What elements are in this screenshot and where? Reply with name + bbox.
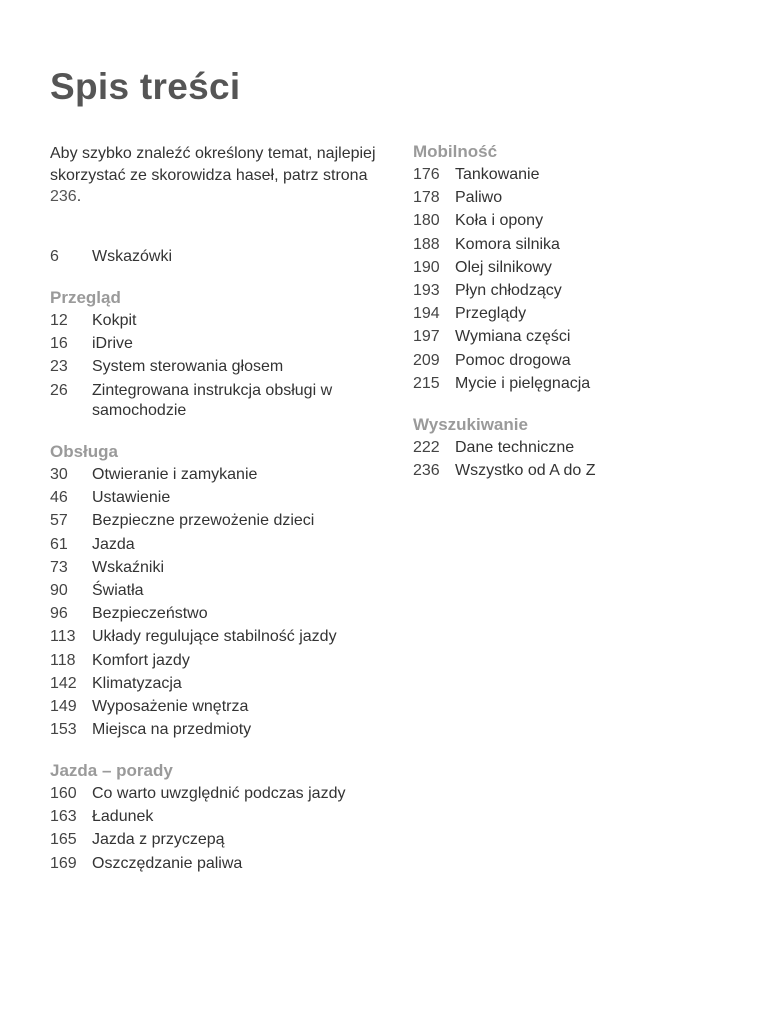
toc-entry[interactable]	[50, 533, 337, 556]
toc-entry-label: Co warto uwzględnić podczas jazdy	[92, 785, 346, 802]
section-wyszukiwanie	[413, 413, 596, 482]
section-jazda-porady	[50, 759, 345, 875]
toc-page-number: 6	[50, 248, 59, 265]
toc-entry[interactable]	[413, 436, 596, 459]
toc-entry[interactable]	[50, 379, 352, 421]
toc-entry[interactable]	[50, 486, 337, 509]
toc-page-number: 118	[50, 651, 76, 669]
toc-entry-label: Komora silnika	[455, 235, 560, 253]
toc-entry[interactable]	[50, 852, 345, 875]
toc-page-number: 176	[413, 166, 440, 183]
page-title: Spis treści	[50, 66, 241, 107]
toc-entry-label: Ustawienie	[92, 489, 171, 507]
toc-page-number: 23	[50, 358, 68, 376]
toc-entry[interactable]	[50, 509, 337, 532]
toc-entry[interactable]	[413, 186, 590, 209]
toc-page-number: 90	[50, 582, 68, 600]
section-heading: Obsługa	[50, 442, 119, 461]
toc-entry[interactable]	[413, 279, 590, 302]
toc-entry[interactable]	[50, 805, 345, 828]
toc-entry-label: Jazda z przyczepą	[92, 831, 225, 849]
toc-page-number: 149	[50, 698, 77, 716]
toc-entry-label: Wszystko od A do Z	[455, 462, 596, 480]
toc-entry[interactable]	[413, 256, 590, 279]
toc-entry[interactable]	[413, 302, 590, 325]
toc-entry-label: Paliwo	[455, 189, 503, 207]
toc-entry-label: Miejsca na przedmioty	[92, 721, 252, 739]
toc-page-number: 178	[413, 189, 440, 207]
toc-entry-label: Dane techniczne	[455, 439, 575, 456]
toc-entry-label: Bezpieczeństwo	[92, 605, 208, 623]
toc-entry-label: Wymiana części	[455, 328, 571, 346]
toc-entry-label: Tankowanie	[455, 166, 540, 183]
toc-entry[interactable]	[413, 163, 590, 186]
section-heading: Mobilność	[413, 142, 498, 161]
toc-entry[interactable]	[50, 602, 337, 625]
toc-entry[interactable]	[50, 355, 352, 378]
toc-entry[interactable]	[413, 459, 596, 482]
toc-entry-label: Wyposażenie wnętrza	[92, 698, 249, 716]
toc-page-number: 163	[50, 808, 77, 826]
toc-entry[interactable]	[50, 828, 345, 851]
intro-page-link[interactable]: 236	[50, 188, 77, 205]
toc-page-number: 96	[50, 605, 68, 623]
toc-page-number: 197	[413, 328, 440, 346]
toc-entry-label: Ładunek	[92, 808, 154, 826]
toc-page-number: 16	[50, 335, 68, 353]
toc-page-number: 73	[50, 558, 68, 576]
toc-page-number: 194	[413, 305, 440, 323]
toc-page-number: 61	[50, 535, 68, 553]
toc-entry-label: Wskaźniki	[92, 558, 165, 576]
toc-page-number: 30	[50, 466, 68, 483]
toc-entry[interactable]	[413, 349, 590, 372]
toc-page-number: 153	[50, 721, 77, 739]
toc-page-number: 188	[413, 235, 440, 253]
toc-page-number: 113	[50, 628, 76, 646]
section-start	[50, 245, 172, 268]
toc-page-number: 236	[413, 462, 440, 480]
toc-entry-label: Komfort jazdy	[92, 651, 190, 669]
section-heading: Jazda – porady	[50, 761, 173, 780]
toc-page-number: 169	[50, 854, 77, 872]
toc-page-number: 12	[50, 312, 68, 329]
toc-entry-label: Kokpit	[92, 312, 137, 329]
toc-entry[interactable]	[50, 556, 337, 579]
section-heading: Wyszukiwanie	[413, 415, 528, 434]
toc-entry[interactable]	[50, 718, 337, 741]
toc-entry[interactable]	[413, 325, 590, 348]
toc-entry[interactable]	[413, 233, 590, 256]
toc-entry-label: iDrive	[92, 335, 133, 353]
intro-body: Aby szybko znaleźć określony temat, najlepiej skorzystać ze skorowidza haseł, patrz strona	[50, 145, 376, 184]
toc-entry-label: Bezpieczne przewożenie dzieci	[92, 512, 315, 530]
toc-page-number: 57	[50, 512, 68, 530]
toc-entry[interactable]	[50, 672, 337, 695]
toc-page-number: 180	[413, 212, 440, 230]
toc-entry-label: Przeglądy	[455, 305, 527, 323]
toc-page-number: 160	[50, 785, 77, 802]
toc-entry-label: Mycie i pielęgnacja	[455, 374, 591, 392]
section-obsluga	[50, 440, 337, 741]
toc-entry-label: Zintegrowana instrukcja obsługi w samochodzie	[92, 381, 333, 419]
toc-page-number: 222	[413, 439, 440, 456]
toc-entry[interactable]	[413, 372, 590, 395]
toc-entry-label: Światła	[92, 582, 144, 600]
intro-end: .	[76, 188, 82, 205]
section-przeglad	[50, 286, 352, 421]
toc-entry-label: Otwieranie i zamykanie	[92, 466, 258, 483]
section-heading: Przegląd	[50, 288, 121, 307]
toc-entry[interactable]	[50, 332, 352, 355]
toc-page-number: 193	[413, 282, 440, 300]
toc-entry-label: Pomoc drogowa	[455, 351, 571, 369]
toc-entry[interactable]	[50, 782, 345, 805]
toc-page-number: 190	[413, 258, 440, 276]
toc-entry[interactable]	[50, 579, 337, 602]
toc-entry[interactable]	[413, 209, 590, 232]
toc-page-number: 26	[50, 381, 68, 399]
toc-entry-label: Olej silnikowy	[455, 258, 552, 276]
toc-page-number: 165	[50, 831, 77, 849]
toc-page-number: 142	[50, 674, 77, 692]
toc-entry-label: System sterowania głosem	[92, 358, 284, 376]
section-mobilnosc	[413, 140, 590, 395]
toc-entry-label: Klimatyzacja	[92, 674, 182, 692]
toc-entry[interactable]	[50, 695, 337, 718]
toc-entry-label: Jazda	[92, 535, 135, 553]
toc-page-number: 46	[50, 489, 68, 507]
toc-entry[interactable]	[50, 463, 337, 486]
toc-entry[interactable]	[50, 625, 337, 648]
toc-page-number: 215	[413, 374, 440, 392]
intro-text	[50, 143, 390, 208]
toc-entry[interactable]	[50, 309, 352, 332]
toc-entry-label: Płyn chłodzący	[455, 282, 562, 300]
toc-entry[interactable]	[50, 649, 337, 672]
toc-entry-label: Wskazówki	[92, 248, 173, 265]
toc-page-number: 209	[413, 351, 440, 369]
toc-entry-label: Układy regulujące stabilność jazdy	[92, 628, 337, 646]
toc-entry[interactable]	[50, 245, 172, 268]
toc-entry-label: Koła i opony	[455, 212, 544, 230]
toc-entry-label: Oszczędzanie paliwa	[92, 854, 243, 872]
